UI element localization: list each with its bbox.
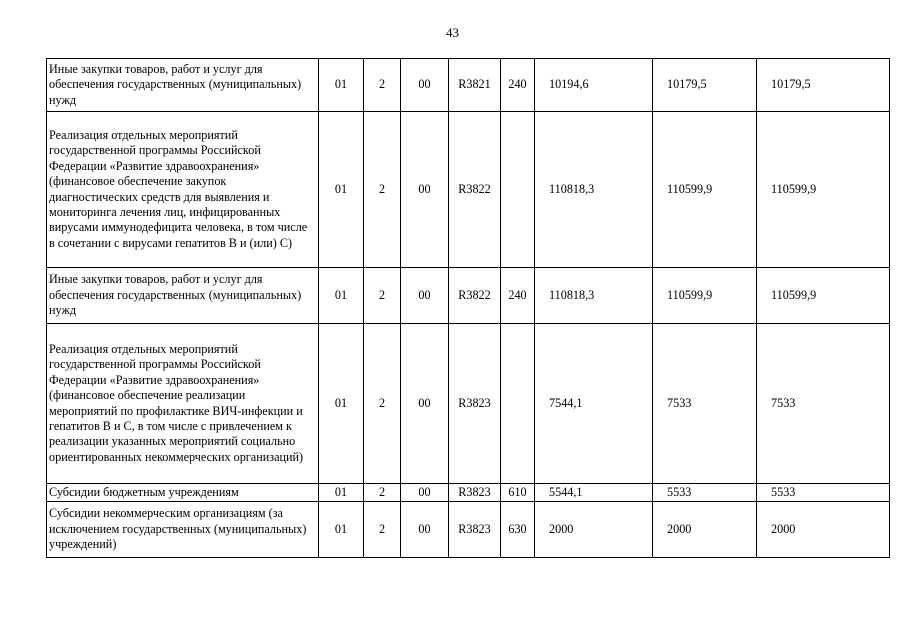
subprogram-code-cell: 2 xyxy=(364,484,401,502)
table-row xyxy=(47,502,890,558)
amount-year-1: 5544,1 xyxy=(535,484,653,502)
subprogram-code-cell: 2 xyxy=(364,502,401,558)
program-code-cell: 01 xyxy=(319,59,364,112)
expense-type-cell: 630 xyxy=(501,502,535,558)
subprogram-code-cell: 2 xyxy=(364,112,401,268)
row-description: Субсидии некоммерческим организациям (за исключением государственных (муниципальных) учреждений) xyxy=(47,502,319,558)
event-code-cell: 00 xyxy=(401,502,449,558)
amount-year-2: 110599,9 xyxy=(653,112,757,268)
amount-year-2: 5533 xyxy=(653,484,757,502)
row-description: Реализация отдельных мероприятий государственной программы Российской Федерации «Развитие здравоохранения» (финансовое обеспечение закупок диагностических средств для выявления и мониторинга лечения лиц, инфицированных вирусами иммунодефицита человека, в том числе в сочетании с вирусами гепатитов В и (или) С) xyxy=(47,112,319,268)
event-code-cell: 00 xyxy=(401,112,449,268)
amount-year-2: 10179,5 xyxy=(653,59,757,112)
program-code-cell: 01 xyxy=(319,484,364,502)
amount-year-1: 7544,1 xyxy=(535,324,653,484)
amount-year-3: 5533 xyxy=(757,484,890,502)
event-code-cell: 00 xyxy=(401,268,449,324)
subprogram-code-cell: 2 xyxy=(364,324,401,484)
amount-year-3: 110599,9 xyxy=(757,112,890,268)
row-description: Иные закупки товаров, работ и услуг для обеспечения государственных (муниципальных) нужд xyxy=(47,59,319,112)
amount-year-3: 7533 xyxy=(757,324,890,484)
page-number: 43 xyxy=(446,25,459,40)
amount-year-1: 2000 xyxy=(535,502,653,558)
table-row xyxy=(47,112,890,268)
amount-year-1: 110818,3 xyxy=(535,268,653,324)
amount-year-1: 110818,3 xyxy=(535,112,653,268)
direction-code-cell: R3822 xyxy=(449,268,501,324)
subprogram-code-cell: 2 xyxy=(364,59,401,112)
direction-code-cell: R3823 xyxy=(449,484,501,502)
row-description: Реализация отдельных мероприятий государственной программы Российской Федерации «Развитие здравоохранения» (финансовое обеспечение реализации мероприятий по профилактике ВИЧ-инфекции и гепатитов В и С, в том числе с привлечением к реализации указанных мероприятий социально ориентированных некоммерческих организаций) xyxy=(47,324,319,484)
amount-year-3: 10179,5 xyxy=(757,59,890,112)
expense-type-cell: 240 xyxy=(501,59,535,112)
program-code-cell: 01 xyxy=(319,324,364,484)
event-code-cell: 00 xyxy=(401,324,449,484)
table-row xyxy=(47,59,890,112)
expense-type-cell xyxy=(501,112,535,268)
event-code-cell: 00 xyxy=(401,59,449,112)
amount-year-1: 10194,6 xyxy=(535,59,653,112)
amount-year-3: 2000 xyxy=(757,502,890,558)
amount-year-2: 110599,9 xyxy=(653,268,757,324)
program-code-cell: 01 xyxy=(319,112,364,268)
expense-type-cell: 240 xyxy=(501,268,535,324)
program-code-cell: 01 xyxy=(319,268,364,324)
direction-code-cell: R3821 xyxy=(449,59,501,112)
subprogram-code-cell: 2 xyxy=(364,268,401,324)
direction-code-cell: R3823 xyxy=(449,324,501,484)
event-code-cell: 00 xyxy=(401,484,449,502)
amount-year-2: 2000 xyxy=(653,502,757,558)
amount-year-3: 110599,9 xyxy=(757,268,890,324)
table-row xyxy=(47,324,890,484)
expense-type-cell xyxy=(501,324,535,484)
budget-table xyxy=(46,58,890,558)
table-row xyxy=(47,268,890,324)
row-description: Иные закупки товаров, работ и услуг для обеспечения государственных (муниципальных) нужд xyxy=(47,268,319,324)
program-code-cell: 01 xyxy=(319,502,364,558)
direction-code-cell: R3823 xyxy=(449,502,501,558)
amount-year-2: 7533 xyxy=(653,324,757,484)
row-description: Субсидии бюджетным учреждениям xyxy=(47,484,319,502)
expense-type-cell: 610 xyxy=(501,484,535,502)
table-row xyxy=(47,484,890,502)
direction-code-cell: R3822 xyxy=(449,112,501,268)
